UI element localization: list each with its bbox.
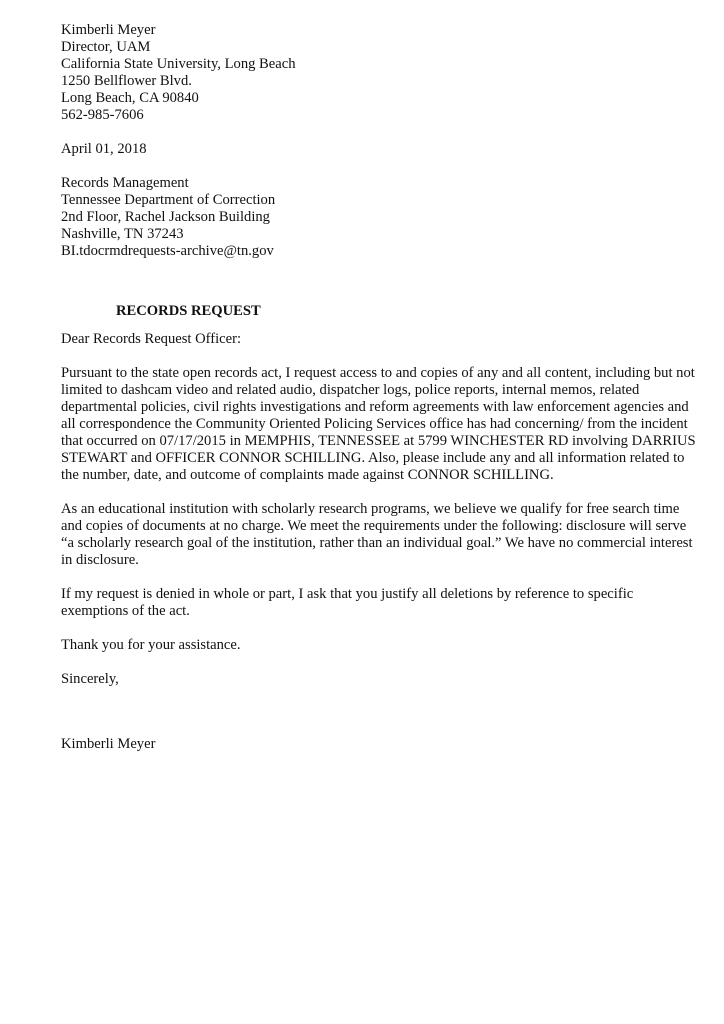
paragraph-line: “a scholarly research goal of the institution, rather than an individual goal.” We have no commercial interest bbox=[61, 535, 693, 551]
sender-phone: 562-985-7606 bbox=[61, 107, 144, 123]
closing-line bbox=[61, 671, 689, 688]
paragraph-line: that occurred on 07/17/2015 in MEMPHIS, TENNESSEE at 5799 WINCHESTER RD involving DARRIUS bbox=[61, 433, 696, 449]
sender-name: Kimberli Meyer bbox=[61, 22, 156, 38]
body-paragraph-fee-waiver bbox=[61, 501, 693, 569]
paragraph-line: in disclosure. bbox=[61, 552, 139, 568]
paragraph-line: exemptions of the act. bbox=[61, 603, 190, 619]
paragraph-line: limited to dashcam video and related audio, dispatcher logs, police reports, internal memos, related bbox=[61, 382, 640, 398]
paragraph-line: departmental policies, civil rights investigations and reform agreements with law enforcement agencies and bbox=[61, 399, 689, 415]
paragraph-line: As an educational institution with scholarly research programs, we believe we qualify for free search time bbox=[61, 501, 680, 517]
paragraph-line: Pursuant to the state open records act, I request access to and copies of any and all content, including but not bbox=[61, 365, 695, 381]
recipient-department: Records Management bbox=[61, 175, 189, 191]
recipient-email: BI.tdocrmdrequests-archive@tn.gov bbox=[61, 243, 274, 259]
thanks-text: Thank you for your assistance. bbox=[61, 637, 241, 653]
recipient-city-state-zip: Nashville, TN 37243 bbox=[61, 226, 184, 242]
salutation bbox=[61, 331, 689, 348]
sender-address-block bbox=[61, 22, 689, 124]
letter-page bbox=[61, 22, 696, 753]
heading-text: RECORDS REQUEST bbox=[116, 303, 261, 319]
letter-date bbox=[61, 141, 689, 158]
sender-city-state-zip: Long Beach, CA 90840 bbox=[61, 90, 199, 106]
paragraph-line: and copies of documents at no charge. We meet the requirements under the following: disclosure will serve bbox=[61, 518, 687, 534]
recipient-address-block bbox=[61, 175, 689, 260]
sender-street: 1250 Bellflower Blvd. bbox=[61, 73, 192, 89]
paragraph-line: If my request is denied in whole or part, I ask that you justify all deletions by reference to specific bbox=[61, 586, 634, 602]
sender-organization: California State University, Long Beach bbox=[61, 56, 296, 72]
letter-heading bbox=[61, 303, 689, 320]
signature-name: Kimberli Meyer bbox=[61, 736, 156, 752]
paragraph-line: all correspondence the Community Oriented Policing Services office has had concerning/ from the incident bbox=[61, 416, 688, 432]
signature-line bbox=[61, 736, 689, 753]
paragraph-line: STEWART and OFFICER CONNOR SCHILLING. Also, please include any and all information related to bbox=[61, 450, 685, 466]
date-text: April 01, 2018 bbox=[61, 141, 147, 157]
paragraph-line: the number, date, and outcome of complaints made against CONNOR SCHILLING. bbox=[61, 467, 554, 483]
body-paragraph-denial bbox=[61, 586, 689, 620]
body-paragraph-request bbox=[61, 365, 696, 484]
recipient-building: 2nd Floor, Rachel Jackson Building bbox=[61, 209, 270, 225]
thanks-line bbox=[61, 637, 689, 654]
salutation-text: Dear Records Request Officer: bbox=[61, 331, 242, 347]
closing-text: Sincerely, bbox=[61, 671, 119, 687]
recipient-agency: Tennessee Department of Correction bbox=[61, 192, 276, 208]
sender-title: Director, UAM bbox=[61, 39, 151, 55]
